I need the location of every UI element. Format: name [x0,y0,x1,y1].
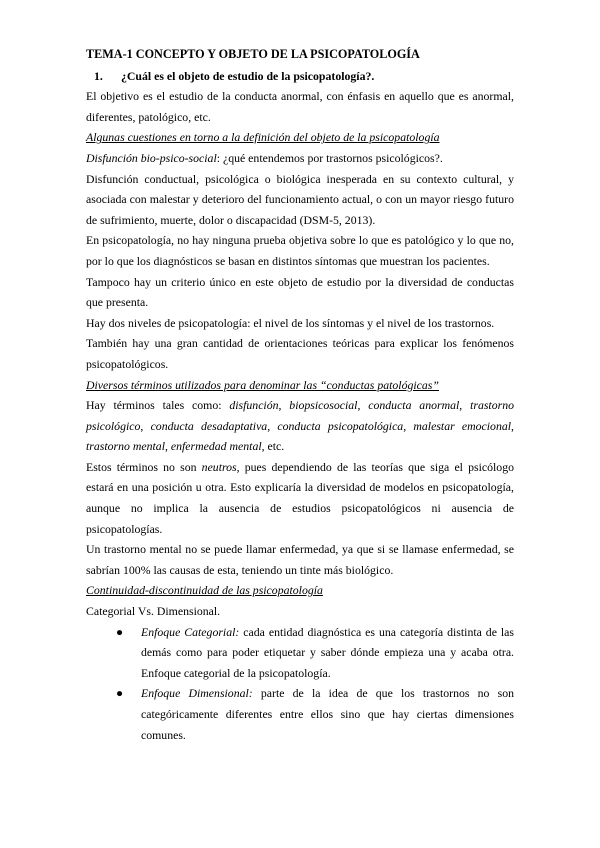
question-heading [86,66,514,87]
section-definition-text: Algunas cuestiones en torno a la definición del objeto de la psicopatología [86,130,440,145]
terms-end: , etc. [261,439,285,454]
term-separator: , [278,398,290,413]
section-heading-terms [86,375,514,396]
paragraph-categorial-vs-dimensional: Categorial Vs. Dimensional. [86,604,221,619]
paragraph-dsm-definition: Disfunción conductual, psicológica o biológica inesperada en su contexto cultural, y asociada con malestar y deterioro del funcionamiento actual, o con un mayor riesgo futuro de sufrimiento, muerte, dolor o discapacidad (DSM-5, 2013). [86,171,514,227]
paragraph-no-objective-test: En psicopatología, no hay ninguna prueba objetiva sobre lo que es patológico y lo que no, por lo que los diagnósticos se basan en distintos síntomas que muestran los pacientes. [86,233,514,268]
paragraph-objective: El objetivo es el estudio de la conducta anormal, con énfasis en aquello que es anormal, diferentes, patológico, etc. [86,89,514,124]
paragraph-theoretical-orientations: También hay una gran cantidad de orientaciones teóricas para explicar los fenómenos psicopatológicos. [86,336,514,371]
not-neutral-after: , pues dependiendo de las teorías que siga el psicólogo estará en una posición u otra. Esto explicaría la diversidad de modelos en psicopatología, aunque no implica la ausencia de estudios psicopatológicos ni ausencia de psicopatologías. [86,459,514,536]
approach-label: Enfoque Categorial: [141,624,240,639]
approach-label: Enfoque Dimensional: [141,686,253,701]
term: disfunción [229,398,279,413]
term: trastorno psicológico [86,398,514,433]
section-heading-continuity [86,580,514,601]
dysfunction-line [86,148,514,169]
paragraph-no-single-criterion: Tampoco hay un criterio único en este objeto de estudio por la diversidad de conductas que presenta. [86,274,514,310]
paragraph-terms [86,395,514,457]
question-text: ¿Cuál es el objeto de estudio de la psicopatología?. [121,68,375,83]
bullet-icon: ● [116,624,124,639]
term: biopsicosocial [289,398,358,413]
question-number: 1. [94,68,103,83]
term-separator: , [403,418,414,433]
section-heading-definition [86,127,514,148]
term: malestar emocional [413,418,512,433]
term: conducta anormal [368,398,460,413]
list-item [116,622,514,684]
approach-list [86,622,514,746]
term: trastorno mental [86,439,165,454]
paragraph-two-levels: Hay dos niveles de psicopatología: el nivel de los síntomas y el nivel de los trastornos. [86,315,495,330]
term: enfermedad mental [170,439,262,454]
term-separator: , [267,418,278,433]
bullet-icon: ● [116,686,124,701]
dysfunction-label: Disfunción bio-psico-social [86,150,217,165]
section-continuity-text: Continuidad-discontinuidad de las psicopatología [86,583,323,598]
not-neutral-before: Estos términos no son [86,459,202,474]
term-separator: , [511,418,514,433]
paragraph-not-neutral [86,457,514,539]
section-terms-text: Diversos términos utilizados para denominar las “conductas patológicas” [86,377,439,392]
term-separator: , [357,398,369,413]
term-separator: , [140,418,151,433]
term-separator: , [164,439,171,454]
not-neutral-emphasis: neutros [201,459,237,474]
list-item [116,683,514,745]
approach-text: parte de la idea de que los trastornos no son categóricamente diferentes entre ellos sino que hay ciertas dimensiones comunes. [141,686,515,742]
terms-intro: Hay términos tales como: [86,398,230,413]
term: conducta desadaptativa [150,418,268,433]
document-title: TEMA-1 CONCEPTO Y OBJETO DE LA PSICOPATOLOGÍA [86,47,420,61]
paragraph-mental-disorder: Un trastorno mental no se puede llamar enfermedad, ya que si se llamase enfermedad, se sabrían 100% las causas de esta, teniendo un tinte más biológico. [86,542,514,577]
term-separator: , [459,398,471,413]
term: conducta psicopatológica [277,418,404,433]
dysfunction-question: : ¿qué entendemos por trastornos psicológicos?. [216,150,443,165]
approach-text: cada entidad diagnóstica es una categoría distinta de las demás como para poder etiquetar y saber dónde empieza una y acaba otra. Enfoque categorial de la psicopatología. [141,624,514,680]
